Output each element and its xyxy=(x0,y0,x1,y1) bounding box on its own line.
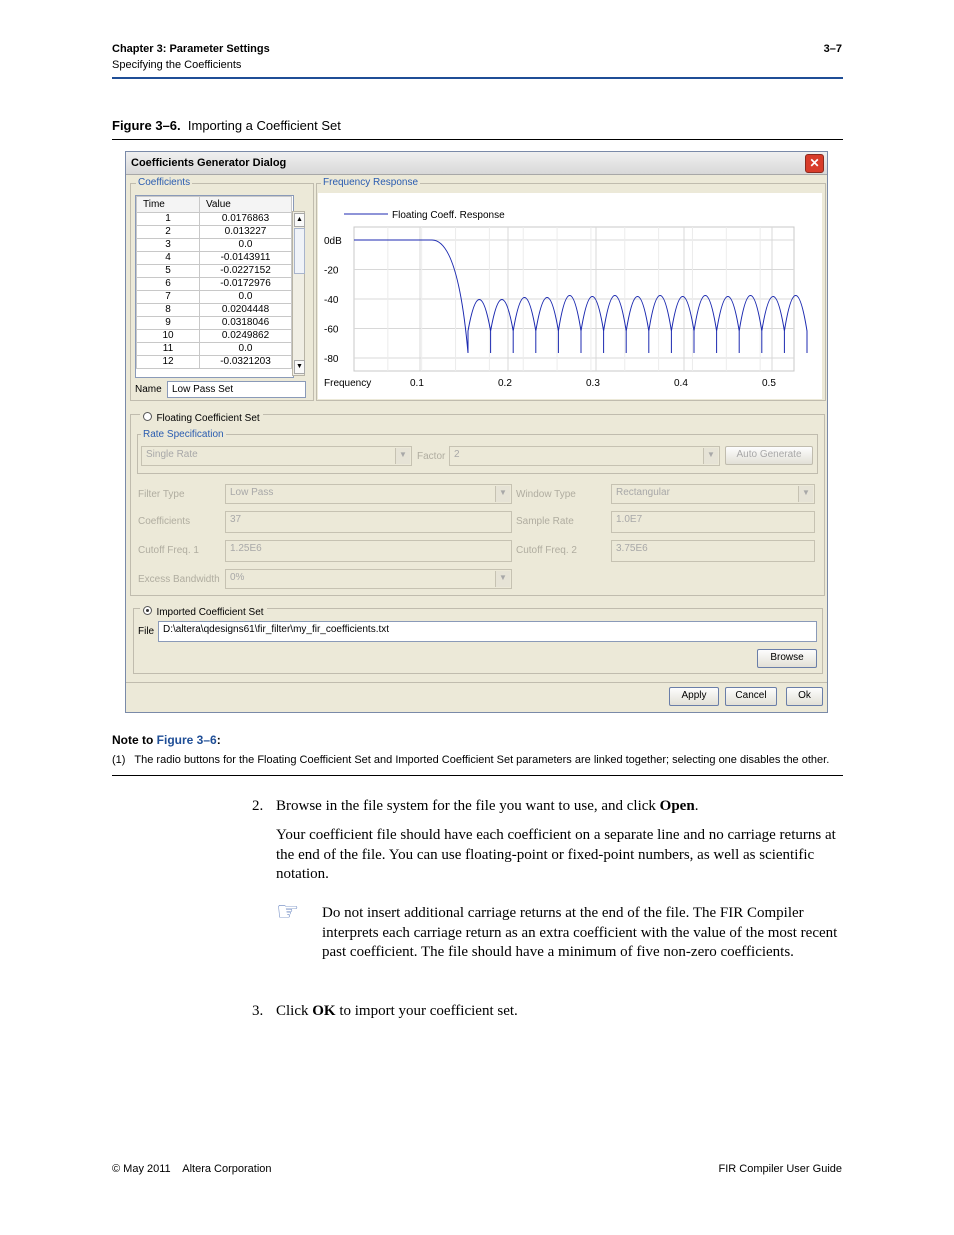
excess-bandwidth-label: Excess Bandwidth xyxy=(138,574,220,585)
chevron-down-icon: ▼ xyxy=(495,486,510,502)
factor-value: 2 xyxy=(454,449,460,460)
frequency-chart-area xyxy=(318,193,822,399)
coefficients-dialog xyxy=(125,151,828,713)
y-tick-label: -40 xyxy=(324,295,339,306)
value-cell[interactable]: -0.0143911 xyxy=(200,252,292,265)
page-number: 3–7 xyxy=(823,43,842,55)
chevron-down-icon: ▼ xyxy=(798,486,813,502)
note-rule xyxy=(112,775,843,776)
value-cell[interactable]: 0.0 xyxy=(200,239,292,252)
cutoff2-input[interactable]: 3.75E6 xyxy=(611,540,815,562)
col-time: Time xyxy=(137,197,200,213)
floating-radio-row[interactable] xyxy=(140,408,263,426)
tip-paragraph: Do not insert additional carriage returns at the end of the file. The FIR Compiler interprets each carriage return as an extra coefficient with the value of the most recent past coefficient. The file should have a minimum of five non-zero coefficients. xyxy=(322,905,838,960)
figure-caption xyxy=(112,118,341,133)
filter-type-value: Low Pass xyxy=(230,487,274,498)
time-cell[interactable]: 2 xyxy=(137,226,200,239)
imported-radio-row[interactable] xyxy=(140,602,267,620)
note-suffix: : xyxy=(216,733,221,747)
footer-left: © May 2011 Altera Corporation xyxy=(112,1163,272,1175)
frequency-response-chart xyxy=(318,193,822,399)
chapter-title: Chapter 3: Parameter Settings xyxy=(112,43,270,55)
rate-value: Single Rate xyxy=(146,449,198,460)
y-ticks xyxy=(324,236,342,365)
value-cell[interactable]: 0.0176863 xyxy=(200,213,292,226)
section-title: Specifying the Coefficients xyxy=(112,59,242,71)
x-tick-label: 0.4 xyxy=(674,378,688,389)
chevron-down-icon: ▼ xyxy=(703,448,718,464)
excess-bandwidth-value: 0% xyxy=(230,572,245,583)
time-cell[interactable]: 11 xyxy=(137,343,200,356)
figure-link[interactable]: Figure 3–6 xyxy=(156,733,217,747)
value-cell[interactable]: 0.0 xyxy=(200,291,292,304)
time-cell[interactable]: 4 xyxy=(137,252,200,265)
rate-group-label: Rate Specification xyxy=(143,429,224,440)
chevron-down-icon: ▼ xyxy=(495,571,510,587)
value-cell[interactable]: 0.0 xyxy=(200,343,292,356)
rate-dropdown[interactable] xyxy=(141,446,412,466)
value-cell[interactable]: -0.0321203 xyxy=(200,356,292,369)
value-cell[interactable]: 0.0249862 xyxy=(200,330,292,343)
header-rule xyxy=(112,77,843,79)
table-row[interactable] xyxy=(137,265,292,278)
x-tick-label: 0.5 xyxy=(762,378,776,389)
floating-radio-label: Floating Coefficient Set xyxy=(156,413,260,424)
time-cell[interactable]: 5 xyxy=(137,265,200,278)
imported-radio-label: Imported Coefficient Set xyxy=(156,607,264,618)
y-tick-label: 0dB xyxy=(324,236,342,247)
frequency-response-label: Frequency Response xyxy=(323,177,419,188)
auto-generate-button[interactable]: Auto Generate xyxy=(725,446,813,465)
scroll-thumb[interactable] xyxy=(294,228,305,274)
step2-a: Browse in the file system for the file you want to use, and click xyxy=(276,798,660,814)
step3-ok: OK xyxy=(312,1003,336,1019)
table-scrollbar[interactable] xyxy=(292,211,305,376)
scroll-up-icon[interactable]: ▲ xyxy=(294,213,305,227)
table-row[interactable] xyxy=(137,356,292,369)
sample-rate-input[interactable]: 1.0E7 xyxy=(611,511,815,533)
step2-number: 2. xyxy=(252,798,264,814)
apply-button[interactable]: Apply xyxy=(669,687,719,706)
note-prefix: Note to xyxy=(112,733,157,747)
time-cell[interactable]: 1 xyxy=(137,213,200,226)
table-row[interactable] xyxy=(137,239,292,252)
step3-text xyxy=(276,1002,843,1022)
table-row[interactable] xyxy=(137,291,292,304)
x-tick-label: 0.3 xyxy=(586,378,600,389)
sample-rate-label: Sample Rate xyxy=(516,516,574,527)
filter-type-label: Filter Type xyxy=(138,489,185,500)
filter-type-dropdown[interactable] xyxy=(225,484,512,504)
table-row[interactable] xyxy=(137,304,292,317)
value-cell[interactable]: 0.0204448 xyxy=(200,304,292,317)
name-label: Name xyxy=(135,384,162,395)
coefficients-input[interactable]: 37 xyxy=(225,511,512,533)
time-cell[interactable]: 3 xyxy=(137,239,200,252)
x-tick-label: 0.2 xyxy=(498,378,512,389)
y-tick-label: -20 xyxy=(324,265,339,277)
table-row[interactable] xyxy=(137,226,292,239)
y-tick-label: -80 xyxy=(324,354,339,365)
figure-label: Figure 3–6. xyxy=(112,118,181,133)
coefficient-table xyxy=(136,196,292,369)
value-cell[interactable]: -0.0227152 xyxy=(200,265,292,278)
x-axis-label: Frequency xyxy=(324,378,372,389)
note-item: (1) The radio buttons for the Floating Coefficient Set and Imported Coefficient Set parameters are linked together; selecting one disables the other. xyxy=(112,754,830,766)
pointing-hand-icon: ☞ xyxy=(276,897,300,927)
cancel-button[interactable]: Cancel xyxy=(725,687,777,706)
time-cell[interactable]: 8 xyxy=(137,304,200,317)
step3-a: Click xyxy=(276,1003,313,1019)
close-icon[interactable]: ✕ xyxy=(805,154,824,173)
table-row[interactable] xyxy=(137,252,292,265)
table-row[interactable] xyxy=(137,278,292,291)
dialog-titlebar xyxy=(126,152,827,175)
file-label: File xyxy=(138,626,155,637)
step3-number: 3. xyxy=(252,1003,264,1019)
button-separator xyxy=(126,682,827,683)
cutoff1-label: Cutoff Freq. 1 xyxy=(138,545,199,556)
coefficients-group-label: Coefficients xyxy=(138,177,191,188)
x-ticks xyxy=(410,378,776,389)
table-row[interactable] xyxy=(137,213,292,226)
step2-c: . xyxy=(694,798,699,814)
file-input[interactable]: D:\altera\qdesigns61\fir_filter\my_fir_coefficients.txt xyxy=(158,621,817,642)
dialog-title: Coefficients Generator Dialog xyxy=(131,157,287,169)
time-cell[interactable]: 6 xyxy=(137,278,200,291)
time-cell[interactable]: 12 xyxy=(137,356,200,369)
coefficient-file-paragraph: Your coefficient file should have each coefficient on a separate line and no carriage returns at the end of the file. You can use floating-point or fixed-point numbers, as well as scientific notation. xyxy=(276,827,836,882)
step2-text xyxy=(276,797,843,817)
chevron-down-icon: ▼ xyxy=(395,448,410,464)
coefficients-label: Coefficients xyxy=(138,516,191,527)
window-type-value: Rectangular xyxy=(616,487,670,498)
scroll-down-icon[interactable]: ▼ xyxy=(294,360,305,374)
time-cell[interactable]: 7 xyxy=(137,291,200,304)
table-row[interactable] xyxy=(137,330,292,343)
cutoff1-input[interactable]: 1.25E6 xyxy=(225,540,512,562)
col-value: Value xyxy=(200,197,292,213)
window-type-label: Window Type xyxy=(516,489,576,500)
y-tick-label: -60 xyxy=(324,324,339,336)
cutoff2-label: Cutoff Freq. 2 xyxy=(516,545,577,556)
factor-label: Factor xyxy=(417,451,446,462)
excess-bandwidth-dropdown[interactable] xyxy=(225,569,512,589)
window-type-dropdown[interactable] xyxy=(611,484,815,504)
note-title xyxy=(112,733,221,747)
figure-rule xyxy=(112,139,843,140)
table-row[interactable] xyxy=(137,343,292,356)
chart-grid xyxy=(354,227,794,371)
factor-dropdown[interactable] xyxy=(449,446,720,466)
legend-label: Floating Coeff. Response xyxy=(392,210,505,221)
time-cell[interactable]: 9 xyxy=(137,317,200,330)
name-input[interactable]: Low Pass Set xyxy=(167,381,306,398)
imported-radio-icon[interactable] xyxy=(143,606,152,615)
floating-radio-icon[interactable] xyxy=(143,412,152,421)
footer-right: FIR Compiler User Guide xyxy=(718,1163,842,1175)
value-cell[interactable]: 0.0318046 xyxy=(200,317,292,330)
value-cell[interactable]: -0.0172976 xyxy=(200,278,292,291)
x-tick-label: 0.1 xyxy=(410,378,424,389)
step3-c: to import your coefficient set. xyxy=(335,1003,518,1019)
value-cell[interactable]: 0.013227 xyxy=(200,226,292,239)
coefficient-table-wrap xyxy=(135,195,294,378)
figure-title: Importing a Coefficient Set xyxy=(187,118,341,133)
browse-button[interactable]: Browse xyxy=(757,649,817,668)
time-cell[interactable]: 10 xyxy=(137,330,200,343)
step2-open: Open xyxy=(659,798,695,814)
ok-button[interactable]: Ok xyxy=(786,687,823,706)
table-row[interactable] xyxy=(137,317,292,330)
